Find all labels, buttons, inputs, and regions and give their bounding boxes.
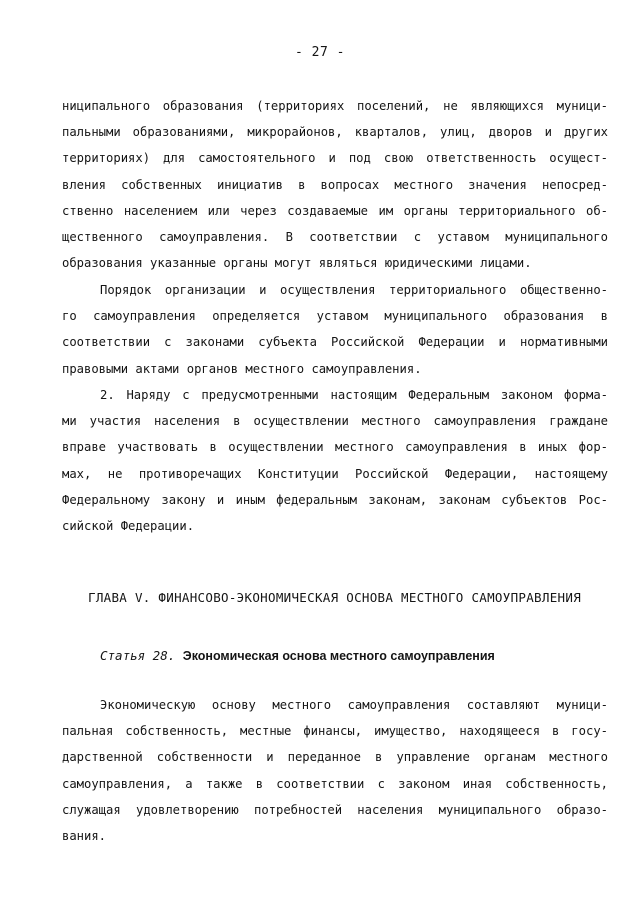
text-line: Экономическую основу местного самоуправления составляют муници- (100, 698, 608, 712)
text-line: вправе участвовать в осуществлении местного самоуправления в иных фор- (62, 440, 608, 455)
paragraph-economic-basis (62, 692, 608, 849)
paragraph-other-forms (62, 382, 608, 539)
text-line: сийской Федерации. (62, 519, 195, 534)
article-heading (100, 648, 495, 663)
text-line: дарственной собственности и переданное в управление органам местного (62, 750, 608, 765)
chapter-heading: ГЛАВА V. ФИНАНСОВО-ЭКОНОМИЧЕСКАЯ ОСНОВА МЕСТНОГО САМОУПРАВЛЕНИЯ (88, 590, 582, 605)
page-number: - 27 - (295, 45, 345, 60)
article-title: Экономическая основа местного самоуправления (182, 649, 495, 663)
text-line: самоуправления, а также в соответствии с законом иная собственность, (62, 776, 608, 791)
text-line: 2. Наряду с предусмотренными настоящим Федеральным законом форма- (100, 388, 608, 402)
text-line: пальная собственность, местные финансы, имущество, находящееся в госу- (62, 724, 608, 739)
text-line: правовыми актами органов местного самоуправления. (62, 361, 422, 376)
text-line: Порядок организации и осуществления территориального общественно- (100, 283, 608, 297)
text-line: служащая удовлетворению потребностей населения муниципального образо- (62, 802, 608, 817)
text-line: го самоуправления определяется уставом муниципального образования в (62, 309, 608, 324)
text-line: ственно населением или через создаваемые им органы территориального об- (62, 203, 608, 218)
text-line: территориях) для самостоятельного и под свою ответственность осущест- (62, 151, 608, 166)
paragraph-territorial-self-government (62, 93, 608, 276)
text-line: ми участия населения в осуществлении местного самоуправления граждане (62, 414, 608, 429)
text-line: вания. (62, 829, 107, 844)
article-number: Статья 28. (100, 648, 176, 663)
text-line: Федеральному закону и иным федеральным законам, законам субъектов Рос- (62, 492, 608, 507)
text-line: щественного самоуправления. В соответствии с уставом муниципального (62, 230, 608, 245)
text-line: образования указанные органы могут являться юридическими лицами. (62, 256, 532, 271)
paragraph-organization-procedure (62, 277, 608, 382)
text-line: соответствии с законами субъекта Российской Федерации и нормативными (62, 335, 608, 350)
text-line: ниципального образования (территориях поселений, не являющихся муници- (62, 99, 608, 113)
text-line: вления собственных инициатив в вопросах местного значения непосред- (62, 177, 608, 192)
text-line: пальными образованиями, микрорайонов, кварталов, улиц, дворов и других (62, 125, 608, 140)
text-line: мах, не противоречащих Конституции Российской Федерации, настоящему (62, 466, 608, 481)
